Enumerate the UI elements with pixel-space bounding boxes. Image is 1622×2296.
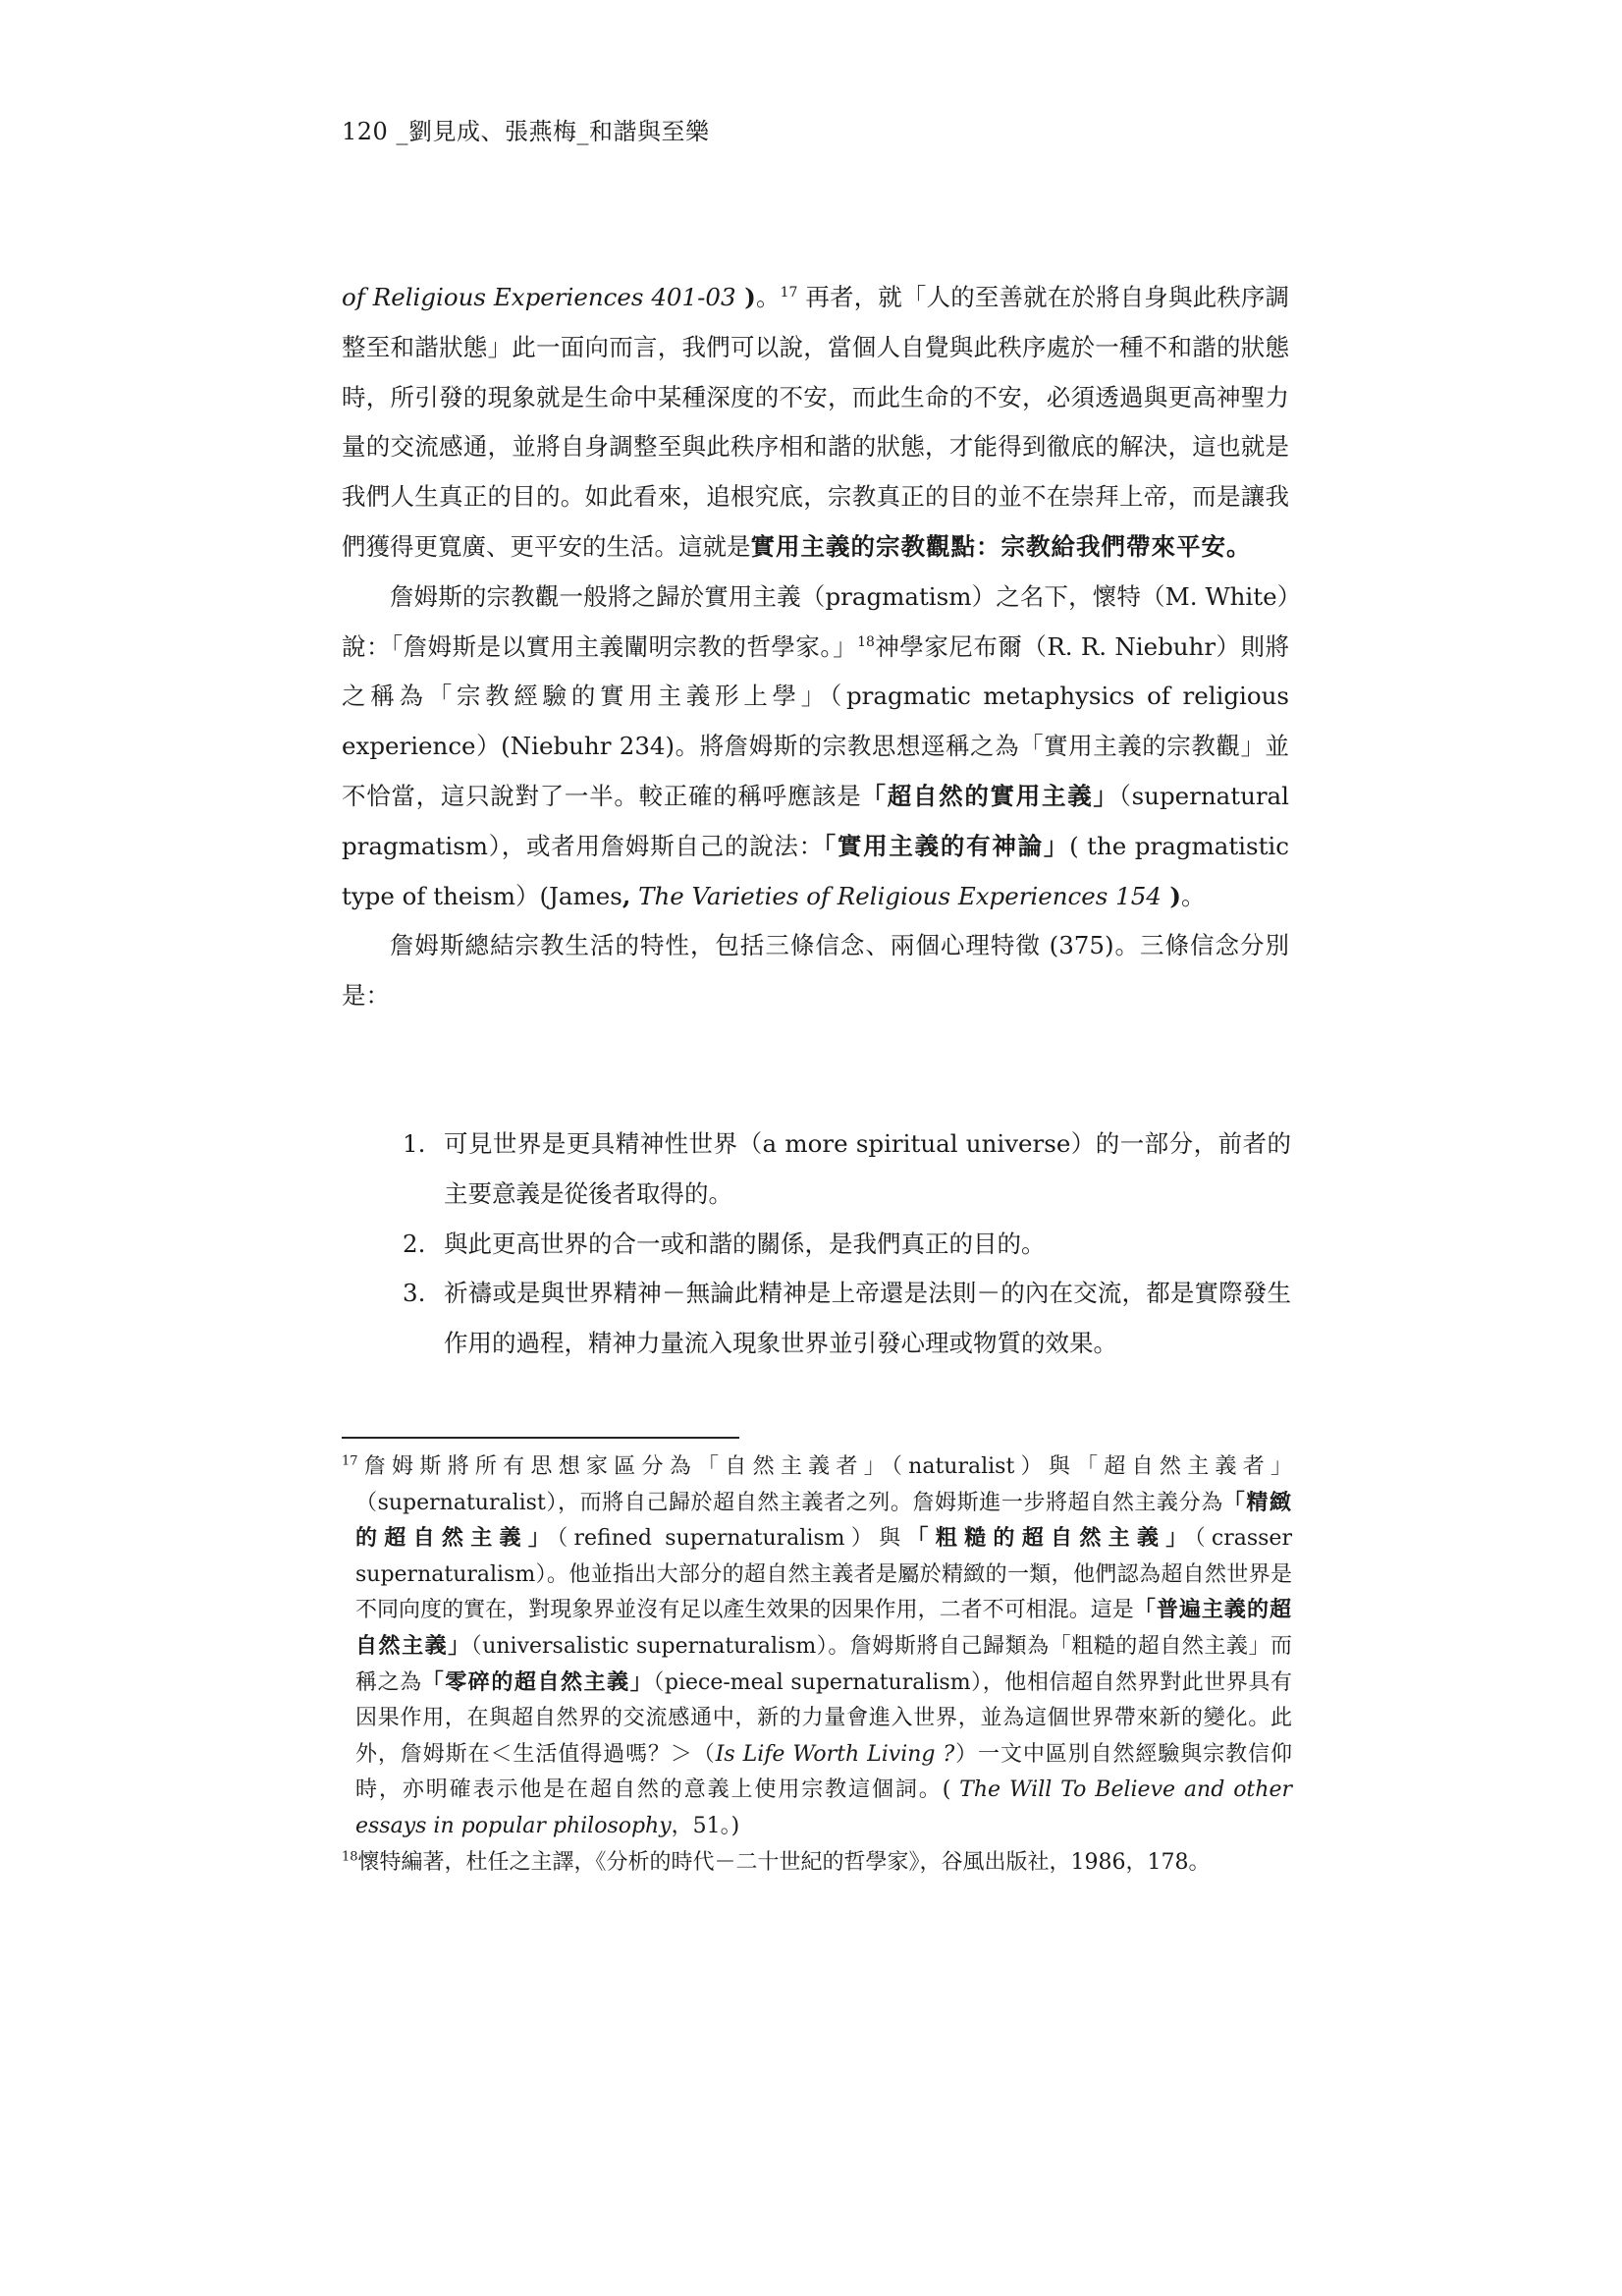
- citation-title-2: The Varieties of Religious Experiences 154: [630, 881, 1162, 910]
- list-item: [403, 1220, 1291, 1270]
- footnote-divider: [342, 1437, 739, 1439]
- main-body: [342, 273, 1289, 1021]
- footnote-number: 17: [342, 1453, 358, 1469]
- footnotes: [342, 1449, 1292, 1881]
- list-item: [403, 1269, 1291, 1369]
- running-header: [342, 116, 709, 147]
- punctuation: 。: [1181, 881, 1206, 910]
- list-item-text: 與此更高世界的合一或和諧的關係，是我們真正的目的。: [444, 1229, 1046, 1258]
- footnote-italic-title-2: The Will To Believe and other essays in popular philosophy: [355, 1777, 1292, 1838]
- footnote-text: 懷特編著，杜任之主譯，《分析的時代－二十世紀的哲學家》，谷風出版社，1986，178。: [357, 1849, 1211, 1875]
- emphasis-refined: 「精緻的超自然主義」: [355, 1490, 1292, 1552]
- emphasis-universalistic: 「普遍主義的超自然主義」: [355, 1598, 1292, 1659]
- footnote-text-b: （refined supernaturalism）與: [557, 1526, 907, 1552]
- list-item-text: 祈禱或是與世界精神－無論此精神是上帝還是法則－的內在交流，都是實際發生作用的過程，精神力量流入現象世界並引發心理或物質的效果。: [444, 1279, 1291, 1358]
- paragraph-1-text: 再者，就「人的至善就在於將自身與此秩序調整至和諧狀態」此一面向而言，我們可以說，當個人自覺與此秩序處於一種不和諧的狀態時，所引發的現象就是生命中某種深度的不安，而此生命的不安，必須透過與更高神聖力量的交流感通，並將自身調整至與此秩序相和諧的狀態，才能得到徹底的解決，這也就是我們人生真正的目的。如此看來，追根究底，宗教真正的目的並不在崇拜上帝，而是讓我們獲得更寬廣、更平安的生活。這就是: [342, 283, 1289, 561]
- list-item-text: 可見世界是更具精神性世界（a more spiritual universe）的一部分，前者的主要意義是從後者取得的。: [444, 1129, 1291, 1208]
- list-number: 1.: [403, 1129, 426, 1158]
- paragraph-1: [342, 273, 1289, 573]
- paragraph-2-text-d: ( the pragmatistic type of theism）(James: [342, 831, 1289, 910]
- paragraph-2-text-b: 神學家尼布爾（R. R. Niebuhr）則將之稱為「宗教經驗的實用主義形上學」（pragmatic metaphysics of religious experience）(Niebuhr 234)。將詹姆斯的宗教思想逕稱之為「實用主義的宗教觀」並不恰當，這只說對了一半。較正確的稱呼應該是: [342, 631, 1289, 810]
- citation-close: ): [735, 283, 756, 311]
- emphasis-text: 實用主義的宗教觀點：宗教給我們帶來平安。: [750, 531, 1252, 561]
- footnote-text-a: 詹姆斯將所有思想家區分為「自然主義者」（naturalist）與「超自然主義者」（supernaturalist），而將自己歸於超自然主義者之列。詹姆斯進一步將超自然主義分為: [355, 1454, 1292, 1515]
- citation-comma: ,: [622, 881, 631, 910]
- belief-list: [403, 1120, 1291, 1369]
- footnote-text-d: （universalistic supernaturalism）。詹姆斯將自己歸類為「粗糙的超自然主義」而稱之為: [355, 1633, 1292, 1695]
- footnote-italic-title-1: Is Life Worth Living ?: [715, 1741, 955, 1767]
- paragraph-2-text-a: 詹姆斯的宗教觀一般將之歸於實用主義（pragmatism）之名下，懷特（M. White）說：「詹姆斯是以實用主義闡明宗教的哲學家。」: [342, 581, 1289, 661]
- citation-title: of Religious Experiences 401-03: [342, 283, 736, 311]
- footnote-17: [342, 1449, 1292, 1845]
- paragraph-2-text-c: （supernatural pragmatism），或者用詹姆斯自己的說法：: [342, 781, 1289, 860]
- footnote-text-g: ，51。): [671, 1813, 740, 1838]
- footnote-18: [342, 1845, 1292, 1882]
- footnote-number: 18: [342, 1849, 358, 1865]
- list-number: 2.: [403, 1229, 426, 1258]
- footnote-text-f: ）一文中區別自然經驗與宗教信仰時，亦明確表示他是在超自然的意義上使用宗教這個詞。(: [355, 1741, 1292, 1803]
- emphasis-pragmatistic-theism: 「實用主義的有神論」: [823, 831, 1070, 860]
- emphasis-piece-meal: 「零碎的超自然主義」: [421, 1669, 654, 1695]
- paragraph-3: 詹姆斯總結宗教生活的特性，包括三條信念、兩個心理特徵 (375)。三條信念分別是：: [342, 931, 1289, 1011]
- footnote-ref-18[interactable]: 18: [857, 633, 875, 650]
- page-number: 120: [342, 118, 389, 145]
- paragraph-2: [342, 573, 1289, 922]
- emphasis-crasser: 「粗糙的超自然主義」: [906, 1526, 1195, 1552]
- list-number: 3.: [403, 1279, 426, 1308]
- footnote-ref-17[interactable]: 17: [780, 284, 798, 301]
- list-item: [403, 1120, 1291, 1220]
- citation-close-2: ): [1161, 881, 1182, 910]
- emphasis-supernatural-pragmatism: 「超自然的實用主義」: [861, 781, 1119, 810]
- footnote-text-e: （piece-meal supernaturalism），他相信超自然界對此世界具有因果作用，在與超自然界的交流感通中，新的力量會進入世界，並為這個世界帶來新的變化。此外，詹姆斯在＜生活值得過嗎？＞（: [355, 1669, 1292, 1767]
- punctuation: 。: [755, 283, 781, 311]
- running-title: _劉見成、張燕梅_和諧與至樂: [396, 118, 710, 145]
- footnote-text-c: （crasser supernaturalism）。他並指出大部分的超自然主義者是屬於精緻的一類，他們認為超自然世界是不同向度的實在，對現象界並沒有足以產生效果的因果作用，二者不可相混。這是: [355, 1526, 1292, 1623]
